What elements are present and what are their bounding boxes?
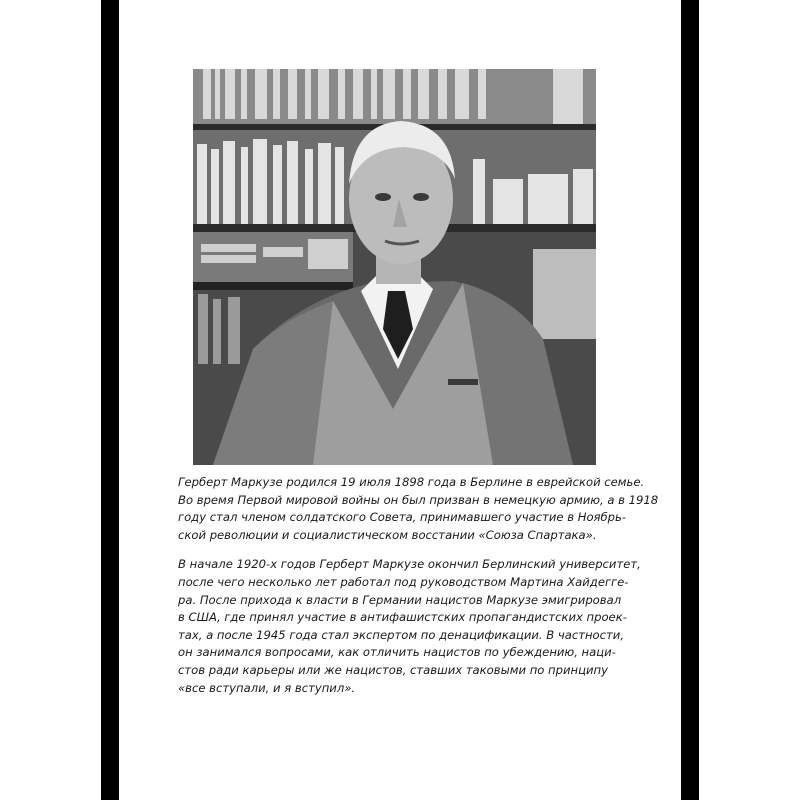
right-border [681,0,699,800]
portrait-photo [193,69,596,465]
paragraph-2 [178,556,641,697]
text-line: Герберт Маркузе родился 19 июля 1898 года в Берлине в еврейской семье. [178,475,645,489]
text-line: тах, а после 1945 года стал экспертом по денацификации. В частности, [178,627,625,642]
body-text [178,474,659,709]
text-line: ской революции и социалистическом восстании «Союза Спартака». [178,527,597,542]
text-line: стов ради карьеры или же нацистов, ставших таковыми по принципу [178,662,608,677]
portrait-photo-icon [193,69,596,465]
text-line: Во время Первой мировой войны он был призван в немецкую армию, а в 1918 [178,492,659,507]
text-line: «все вступали, и я вступил». [178,680,356,695]
left-border [101,0,119,800]
text-line: В начале 1920-х годов Герберт Маркузе окончил Берлинский университет, [178,557,641,572]
text-line: он занимался вопросами, как отличить нацистов по убеждению, наци- [178,645,616,660]
text-line: в США, где принял участие в антифашистских пропагандистских проек- [178,610,627,625]
text-line: году стал членом солдатского Совета, принимавшего участие в Ноябрь- [178,510,627,525]
text-line: после чего несколько лет работал под руководством Мартина Хайдегге- [178,574,629,589]
text-line: ра. После прихода к власти в Германии нацистов Маркузе эмигрировал [178,592,622,607]
paragraph-1 [178,474,659,544]
